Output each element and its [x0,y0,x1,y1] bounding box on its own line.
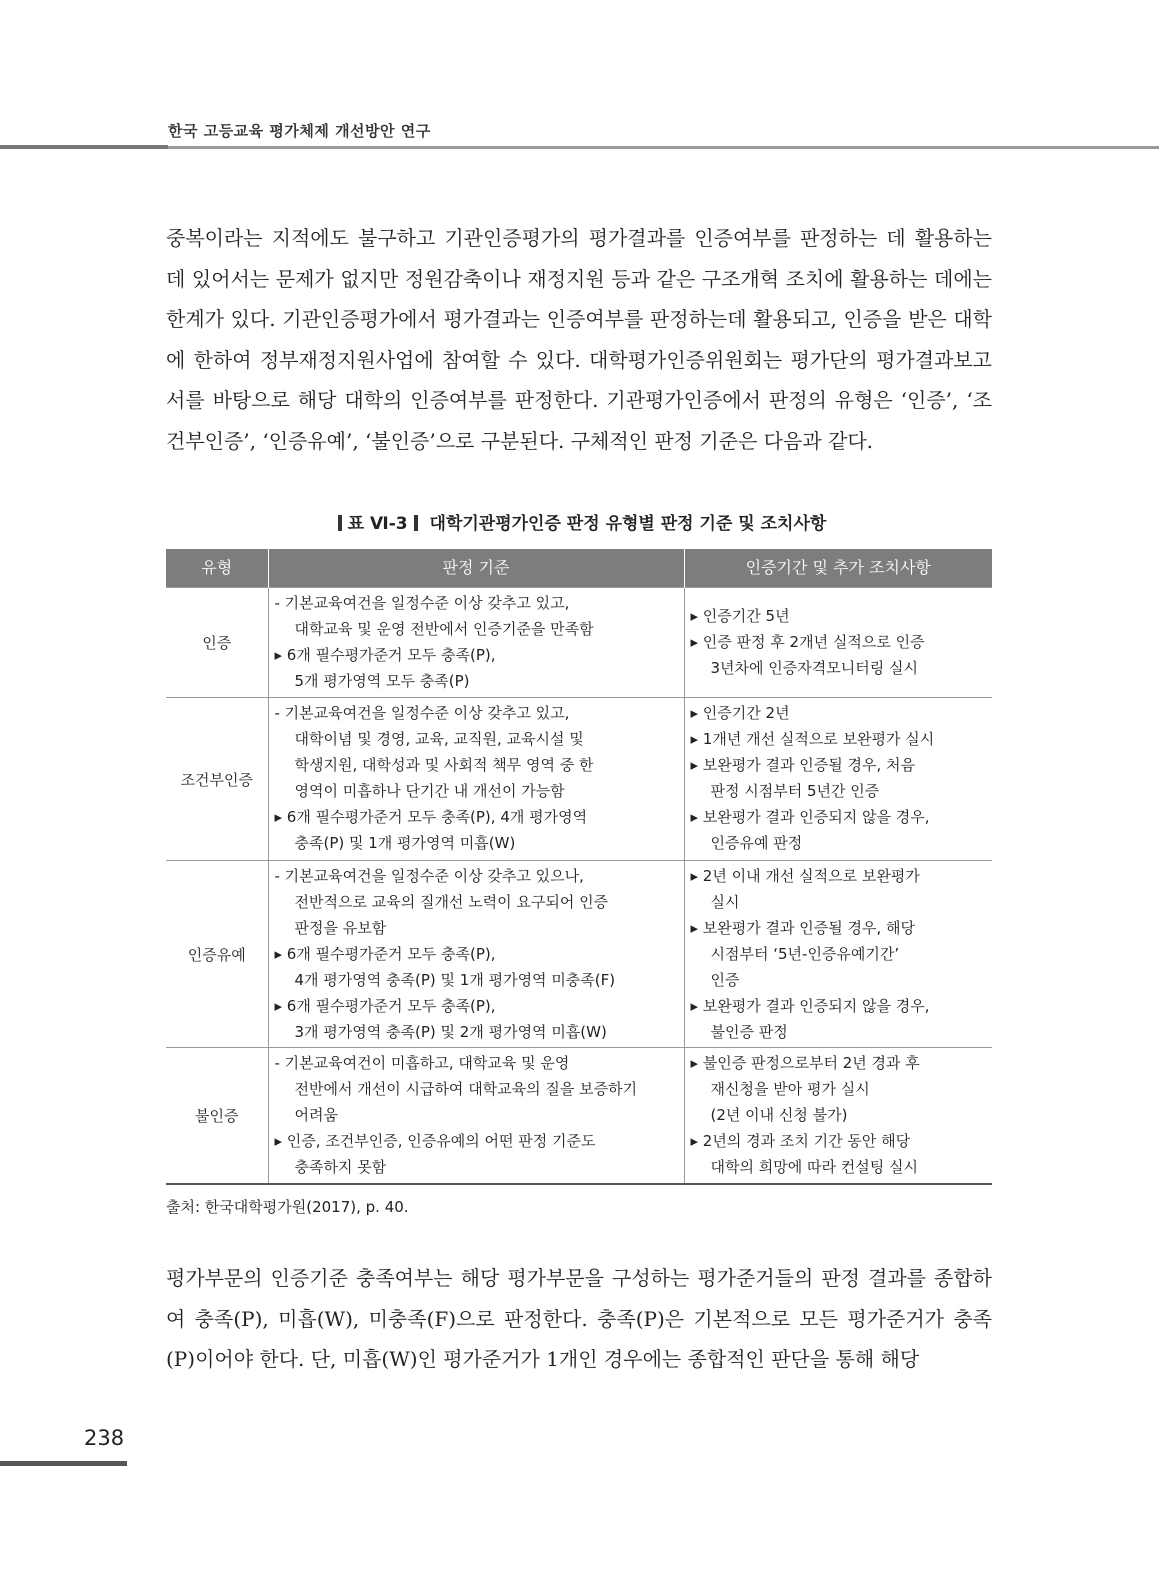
criteria-line: 판정을 유보함 [294,919,387,937]
criteria-line: 전반에서 개선이 시급하여 대학교육의 질을 보증하기 [294,1080,638,1098]
table-header-row [166,549,992,588]
action-line: 인증 [710,971,740,989]
header-criteria: 판정 기준 [268,549,684,588]
criteria-line: 학생지원, 대학성과 및 사회적 책무 영역 중 한 [294,756,594,774]
action-line: ▸ 보완평가 결과 인증될 경우, 처음 [690,756,916,774]
action-line: ▸ 불인증 판정으로부터 2년 경과 후 [690,1054,920,1072]
row-criteria [268,1048,684,1184]
action-line: ▸ 인증 판정 후 2개년 실적으로 인증 [690,633,925,651]
row-criteria [268,861,684,1048]
footer-rule [0,1461,127,1466]
row-actions [684,588,992,698]
criteria-line: 충족하지 못함 [294,1158,387,1176]
header-actions: 인증기간 및 추가 조치사항 [684,549,992,588]
criteria-line: 대학이념 및 경영, 교육, 교직원, 교육시설 및 [294,730,584,748]
criteria-line: 5개 평가영역 모두 충족(P) [294,672,470,690]
criteria-line: 4개 평가영역 충족(P) 및 1개 평가영역 미충족(F) [294,971,616,989]
table-source-note: 출처: 한국대학평가원(2017), p. 40. [166,1198,409,1216]
action-line: 실시 [710,893,740,911]
row-actions [684,698,992,861]
table-caption: 대학기관평가인증 판정 유형별 판정 기준 및 조치사항 [429,514,827,534]
criteria-line: 충족(P) 및 1개 평가영역 미흡(W) [294,834,516,852]
action-line: ▸ 인증기간 5년 [690,607,790,625]
row-criteria [268,698,684,861]
action-line: 재신청을 받아 평가 실시 [710,1080,870,1098]
criteria-line: 대학교육 및 운영 전반에서 인증기준을 만족함 [294,620,594,638]
table-row [166,698,992,861]
criteria-line: 전반적으로 교육의 질개선 노력이 요구되어 인증 [294,893,609,911]
criteria-line: 어려움 [294,1106,338,1124]
criteria-line: - 기본교육여건을 일정수준 이상 갖추고 있으나, [274,867,584,885]
action-line: (2년 이내 신청 불가) [710,1106,848,1124]
table-title [166,509,992,534]
action-line: 판정 시점부터 5년간 인증 [710,782,880,800]
action-line: ▸ 1개년 개선 실적으로 보완평가 실시 [690,730,935,748]
header-rule [0,146,1159,149]
judgement-criteria-table [166,549,992,1185]
row-actions [684,1048,992,1184]
action-line: 불인증 판정 [710,1023,788,1041]
criteria-line: ▸ 6개 필수평가준거 모두 충족(P), [274,997,496,1015]
criteria-line: 3개 평가영역 충족(P) 및 2개 평가영역 미흡(W) [294,1023,607,1041]
table-row [166,588,992,698]
action-line: ▸ 2년의 경과 조치 기간 동안 해당 [690,1132,911,1150]
running-header: 한국 고등교육 평가체제 개선방안 연구 [168,122,431,140]
header-type: 유형 [166,549,268,588]
header-rule-accent [0,145,168,149]
criteria-line: ▸ 인증, 조건부인증, 인증유예의 어떤 판정 기준도 [274,1132,596,1150]
criteria-line: - 기본교육여건을 일정수준 이상 갖추고 있고, [274,704,570,722]
title-bar-right [414,515,418,531]
criteria-line: ▸ 6개 필수평가준거 모두 충족(P), [274,646,496,664]
page-number: 238 [84,1426,125,1450]
action-line: ▸ 보완평가 결과 인증되지 않을 경우, [690,997,930,1015]
table-label: 표 Ⅵ-3 [347,514,408,534]
action-line: ▸ 보완평가 결과 인증될 경우, 해당 [690,919,916,937]
row-type: 인증유예 [166,861,268,1048]
action-line: 대학의 희망에 따라 컨설팅 실시 [710,1158,918,1176]
row-actions [684,861,992,1048]
criteria-line: ▸ 6개 필수평가준거 모두 충족(P), 4개 평가영역 [274,808,588,826]
table-row [166,1048,992,1184]
row-criteria [268,588,684,698]
criteria-line: - 기본교육여건이 미흡하고, 대학교육 및 운영 [274,1054,570,1072]
title-bar-left [338,515,342,531]
action-line: ▸ 보완평가 결과 인증되지 않을 경우, [690,808,930,826]
criteria-line: ▸ 6개 필수평가준거 모두 충족(P), [274,945,496,963]
action-line: 3년차에 인증자격모니터링 실시 [710,659,918,677]
row-type: 조건부인증 [166,698,268,861]
body-paragraph-intro: 중복이라는 지적에도 불구하고 기관인증평가의 평가결과를 인증여부를 판정하는 데 활용하는 데 있어서는 문제가 없지만 정원감축이나 재정지원 등과 같은 구조개혁 조치에 활용하는 데에는 한계가 있다. 기관인증평가에서 평가결과는 인증여부를 판정하는데 활용되고, 인증을 받은 대학에 한하여 정부재정지원사업에 참여할 수 있다. 대학평가인증위원회는 평가단의 평가결과보고서를 바탕으로 해당 대학의 인증여부를 판정한다. 기관평가인증에서 판정의 유형은 ‘인증’, ‘조건부인증’, ‘인증유예’, ‘불인증’으로 구분된다. 구체적인 판정 기준은 다음과 같다. [166,226,992,453]
body-paragraph-followup: 평가부문의 인증기준 충족여부는 해당 평가부문을 구성하는 평가준거들의 판정 결과를 종합하여 충족(P), 미흡(W), 미충족(F)으로 판정한다. 충족(P)은 기본적으로 모든 평가준거가 충족(P)이어야 한다. 단, 미흡(W)인 평가준거가 1개인 경우에는 종합적인 판단을 통해 해당 [166,1266,992,1371]
row-type: 불인증 [166,1048,268,1184]
criteria-line: - 기본교육여건을 일정수준 이상 갖추고 있고, [274,594,570,612]
table-row [166,861,992,1048]
action-line: ▸ 2년 이내 개선 실적으로 보완평가 [690,867,920,885]
action-line: 시점부터 ‘5년-인증유예기간’ [710,945,900,963]
criteria-line: 영역이 미흡하나 단기간 내 개선이 가능함 [294,782,565,800]
action-line: ▸ 인증기간 2년 [690,704,790,722]
action-line: 인증유예 판정 [710,834,803,852]
row-type: 인증 [166,588,268,698]
